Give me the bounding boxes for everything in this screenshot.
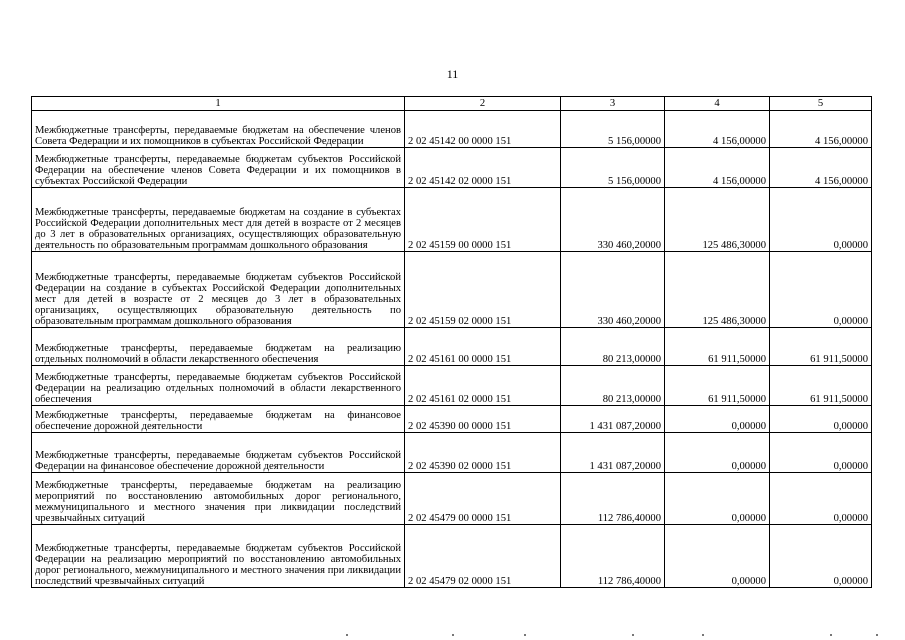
row-value-2026: 0,00000 bbox=[770, 406, 872, 433]
row-value-2024: 1 431 087,20000 bbox=[561, 433, 665, 473]
row-value-2025: 0,00000 bbox=[665, 406, 770, 433]
row-description: Межбюджетные трансферты, передаваемые бюджетам субъектов Российской Федерации на финансовое обеспечение дорожной деятельности bbox=[32, 433, 405, 473]
table-row bbox=[32, 406, 872, 433]
row-value-2024: 5 156,00000 bbox=[561, 148, 665, 188]
column-header-3: 3 bbox=[561, 97, 665, 111]
row-value-2026: 4 156,00000 bbox=[770, 111, 872, 148]
row-value-2026: 0,00000 bbox=[770, 433, 872, 473]
row-value-2026: 61 911,50000 bbox=[770, 366, 872, 406]
table-row bbox=[32, 252, 872, 328]
row-value-2024: 80 213,00000 bbox=[561, 366, 665, 406]
row-value-2024: 112 786,40000 bbox=[561, 473, 665, 525]
row-value-2025: 61 911,50000 bbox=[665, 366, 770, 406]
row-code: 2 02 45142 02 0000 151 bbox=[405, 148, 561, 188]
row-value-2025: 4 156,00000 bbox=[665, 111, 770, 148]
table-row bbox=[32, 525, 872, 588]
column-header-5: 5 bbox=[770, 97, 872, 111]
row-value-2025: 0,00000 bbox=[665, 433, 770, 473]
row-value-2025: 0,00000 bbox=[665, 473, 770, 525]
row-value-2026: 0,00000 bbox=[770, 525, 872, 588]
row-value-2024: 80 213,00000 bbox=[561, 328, 665, 366]
row-value-2025: 61 911,50000 bbox=[665, 328, 770, 366]
row-value-2026: 0,00000 bbox=[770, 188, 872, 252]
row-value-2025: 0,00000 bbox=[665, 525, 770, 588]
table-row bbox=[32, 328, 872, 366]
row-value-2024: 5 156,00000 bbox=[561, 111, 665, 148]
row-value-2024: 330 460,20000 bbox=[561, 252, 665, 328]
row-value-2025: 125 486,30000 bbox=[665, 252, 770, 328]
row-description: Межбюджетные трансферты, передаваемые бюджетам субъектов Российской Федерации на создание в субъектах Российской Федерации дополнительных мест для детей в возрасте от 2 месяцев до 3 лет в образовательных организациях, осуществляющих образовательную деятельность по образовательным программам дошкольного образования bbox=[32, 252, 405, 328]
row-value-2026: 0,00000 bbox=[770, 473, 872, 525]
row-value-2025: 4 156,00000 bbox=[665, 148, 770, 188]
header-row bbox=[32, 97, 872, 111]
table-row bbox=[32, 433, 872, 473]
row-value-2024: 1 431 087,20000 bbox=[561, 406, 665, 433]
column-header-4: 4 bbox=[665, 97, 770, 111]
row-code: 2 02 45161 02 0000 151 bbox=[405, 366, 561, 406]
next-page-edge bbox=[0, 630, 905, 640]
table-row bbox=[32, 148, 872, 188]
table-row bbox=[32, 473, 872, 525]
row-value-2026: 4 156,00000 bbox=[770, 148, 872, 188]
page-number: 11 bbox=[446, 67, 459, 81]
row-value-2024: 330 460,20000 bbox=[561, 188, 665, 252]
row-value-2025: 125 486,30000 bbox=[665, 188, 770, 252]
row-description: Межбюджетные трансферты, передаваемые бюджетам на реализацию мероприятий по восстановлению автомобильных дорог регионального, межмуниципального и местного значения при ликвидации последствий чрезвычайных ситуаций bbox=[32, 473, 405, 525]
row-description: Межбюджетные трансферты, передаваемые бюджетам на финансовое обеспечение дорожной деятельности bbox=[32, 406, 405, 433]
row-code: 2 02 45161 00 0000 151 bbox=[405, 328, 561, 366]
row-code: 2 02 45159 02 0000 151 bbox=[405, 252, 561, 328]
row-code: 2 02 45479 00 0000 151 bbox=[405, 473, 561, 525]
table-row bbox=[32, 111, 872, 148]
row-description: Межбюджетные трансферты, передаваемые бюджетам субъектов Российской Федерации на обеспечение членов Совета Федерации и их помощников в субъектах Российской Федерации bbox=[32, 148, 405, 188]
row-description: Межбюджетные трансферты, передаваемые бюджетам субъектов Российской Федерации на реализацию отдельных полномочий в области лекарственного обеспечения bbox=[32, 366, 405, 406]
row-description: Межбюджетные трансферты, передаваемые бюджетам на создание в субъектах Российской Федерации дополнительных мест для детей в возрасте от 2 месяцев до 3 лет в образовательных организациях, осуществляющих образовательную деятельность по образовательным программам дошкольного образования bbox=[32, 188, 405, 252]
row-code: 2 02 45159 00 0000 151 bbox=[405, 188, 561, 252]
column-header-2: 2 bbox=[405, 97, 561, 111]
row-description: Межбюджетные трансферты, передаваемые бюджетам на реализацию отдельных полномочий в области лекарственного обеспечения bbox=[32, 328, 405, 366]
row-code: 2 02 45390 00 0000 151 bbox=[405, 406, 561, 433]
row-value-2026: 0,00000 bbox=[770, 252, 872, 328]
budget-table bbox=[31, 96, 872, 588]
row-code: 2 02 45479 02 0000 151 bbox=[405, 525, 561, 588]
column-header-1: 1 bbox=[32, 97, 405, 111]
row-description: Межбюджетные трансферты, передаваемые бюджетам на обеспечение членов Совета Федерации и их помощников в субъектах Российской Федерации bbox=[32, 111, 405, 148]
row-value-2026: 61 911,50000 bbox=[770, 328, 872, 366]
table-row bbox=[32, 366, 872, 406]
row-value-2024: 112 786,40000 bbox=[561, 525, 665, 588]
table-row bbox=[32, 188, 872, 252]
row-description: Межбюджетные трансферты, передаваемые бюджетам субъектов Российской Федерации на реализацию мероприятий по восстановлению автомобильных дорог регионального, межмуниципального и местного значения при ликвидации последствий чрезвычайных ситуаций bbox=[32, 525, 405, 588]
row-code: 2 02 45142 00 0000 151 bbox=[405, 111, 561, 148]
row-code: 2 02 45390 02 0000 151 bbox=[405, 433, 561, 473]
